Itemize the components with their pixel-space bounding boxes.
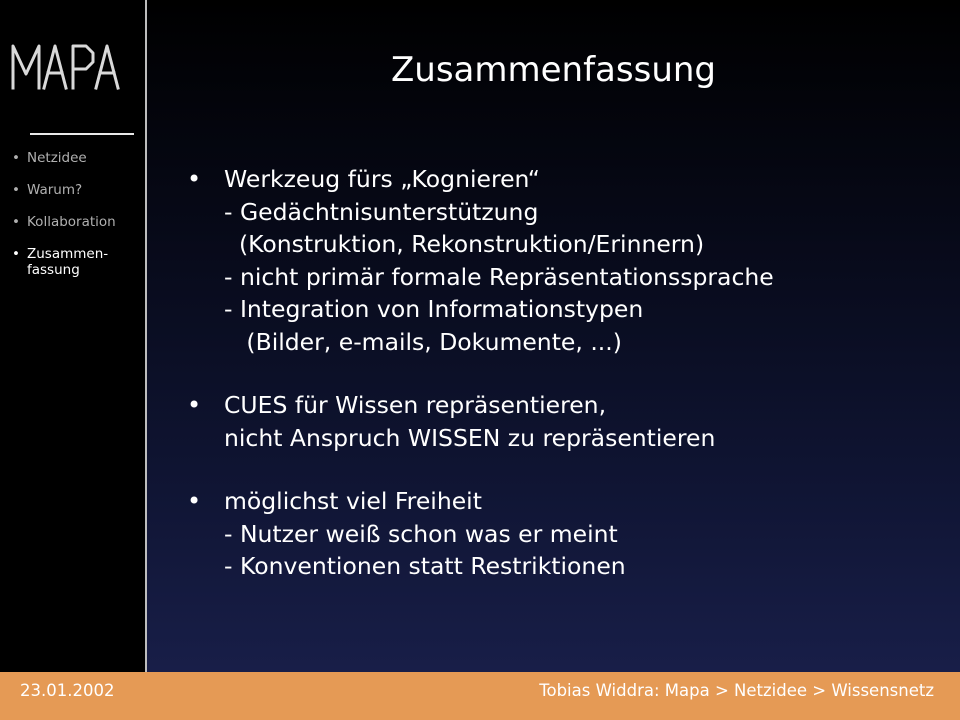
bullet-item [187,485,774,583]
bullet-line: nicht Anspruch WISSEN zu repräsentieren [224,423,716,452]
nav-item-kollaboration[interactable] [12,214,116,230]
nav-item-zusammenfassung[interactable] [12,246,116,278]
nav-bullet: • [12,246,20,262]
bullet-line: - Gedächtnisunterstützung [224,197,539,226]
bullet-list [187,163,774,614]
bullet-line: Werkzeug fürs „Kognieren“ [224,165,540,193]
logo-underline [30,133,134,135]
bullet-line: möglichst viel Freiheit [224,487,482,515]
bullet-line: - nicht primär formale Repräsentationssprache [224,262,774,291]
bullet-line: - Nutzer weiß schon was er meint [224,519,618,548]
bullet-item [187,163,774,358]
slide-title: Zusammenfassung [390,50,716,90]
bullet-marker: • [187,487,202,515]
bullet-line: (Bilder, e-mails, Dokumente, ...) [224,327,622,356]
nav-item-label: Zusammen- [27,246,109,262]
bullet-line: - Integration von Informationstypen [224,295,644,323]
footer-date: 23.01.2002 [20,681,115,700]
bullet-item [187,389,774,454]
bullet-line: CUES für Wissen repräsentieren, [224,391,607,419]
footer-bar [0,672,960,720]
bullet-marker: • [187,391,202,419]
nav-item-label: Warum? [27,182,83,198]
nav-bullet: • [12,182,20,198]
sidebar [0,0,145,672]
nav-item-label: Kollaboration [27,214,116,230]
footer-breadcrumb: Tobias Widdra: Mapa > Netzidee > Wissensnetz [539,681,934,700]
bullet-line: - Konventionen statt Restriktionen [224,552,626,580]
bullet-marker: • [187,165,202,193]
nav-item-warum[interactable] [12,182,116,198]
bullet-line: (Konstruktion, Rekonstruktion/Erinnern) [224,230,705,258]
nav-item-label: Netzidee [27,150,87,166]
mapa-logo [10,40,134,92]
nav-item-netzidee[interactable] [12,150,116,166]
nav-bullet: • [12,150,20,166]
slide-content [147,0,960,672]
nav-item-label-continued: fassung [27,262,80,278]
sidebar-nav [12,150,116,294]
nav-bullet: • [12,214,20,230]
